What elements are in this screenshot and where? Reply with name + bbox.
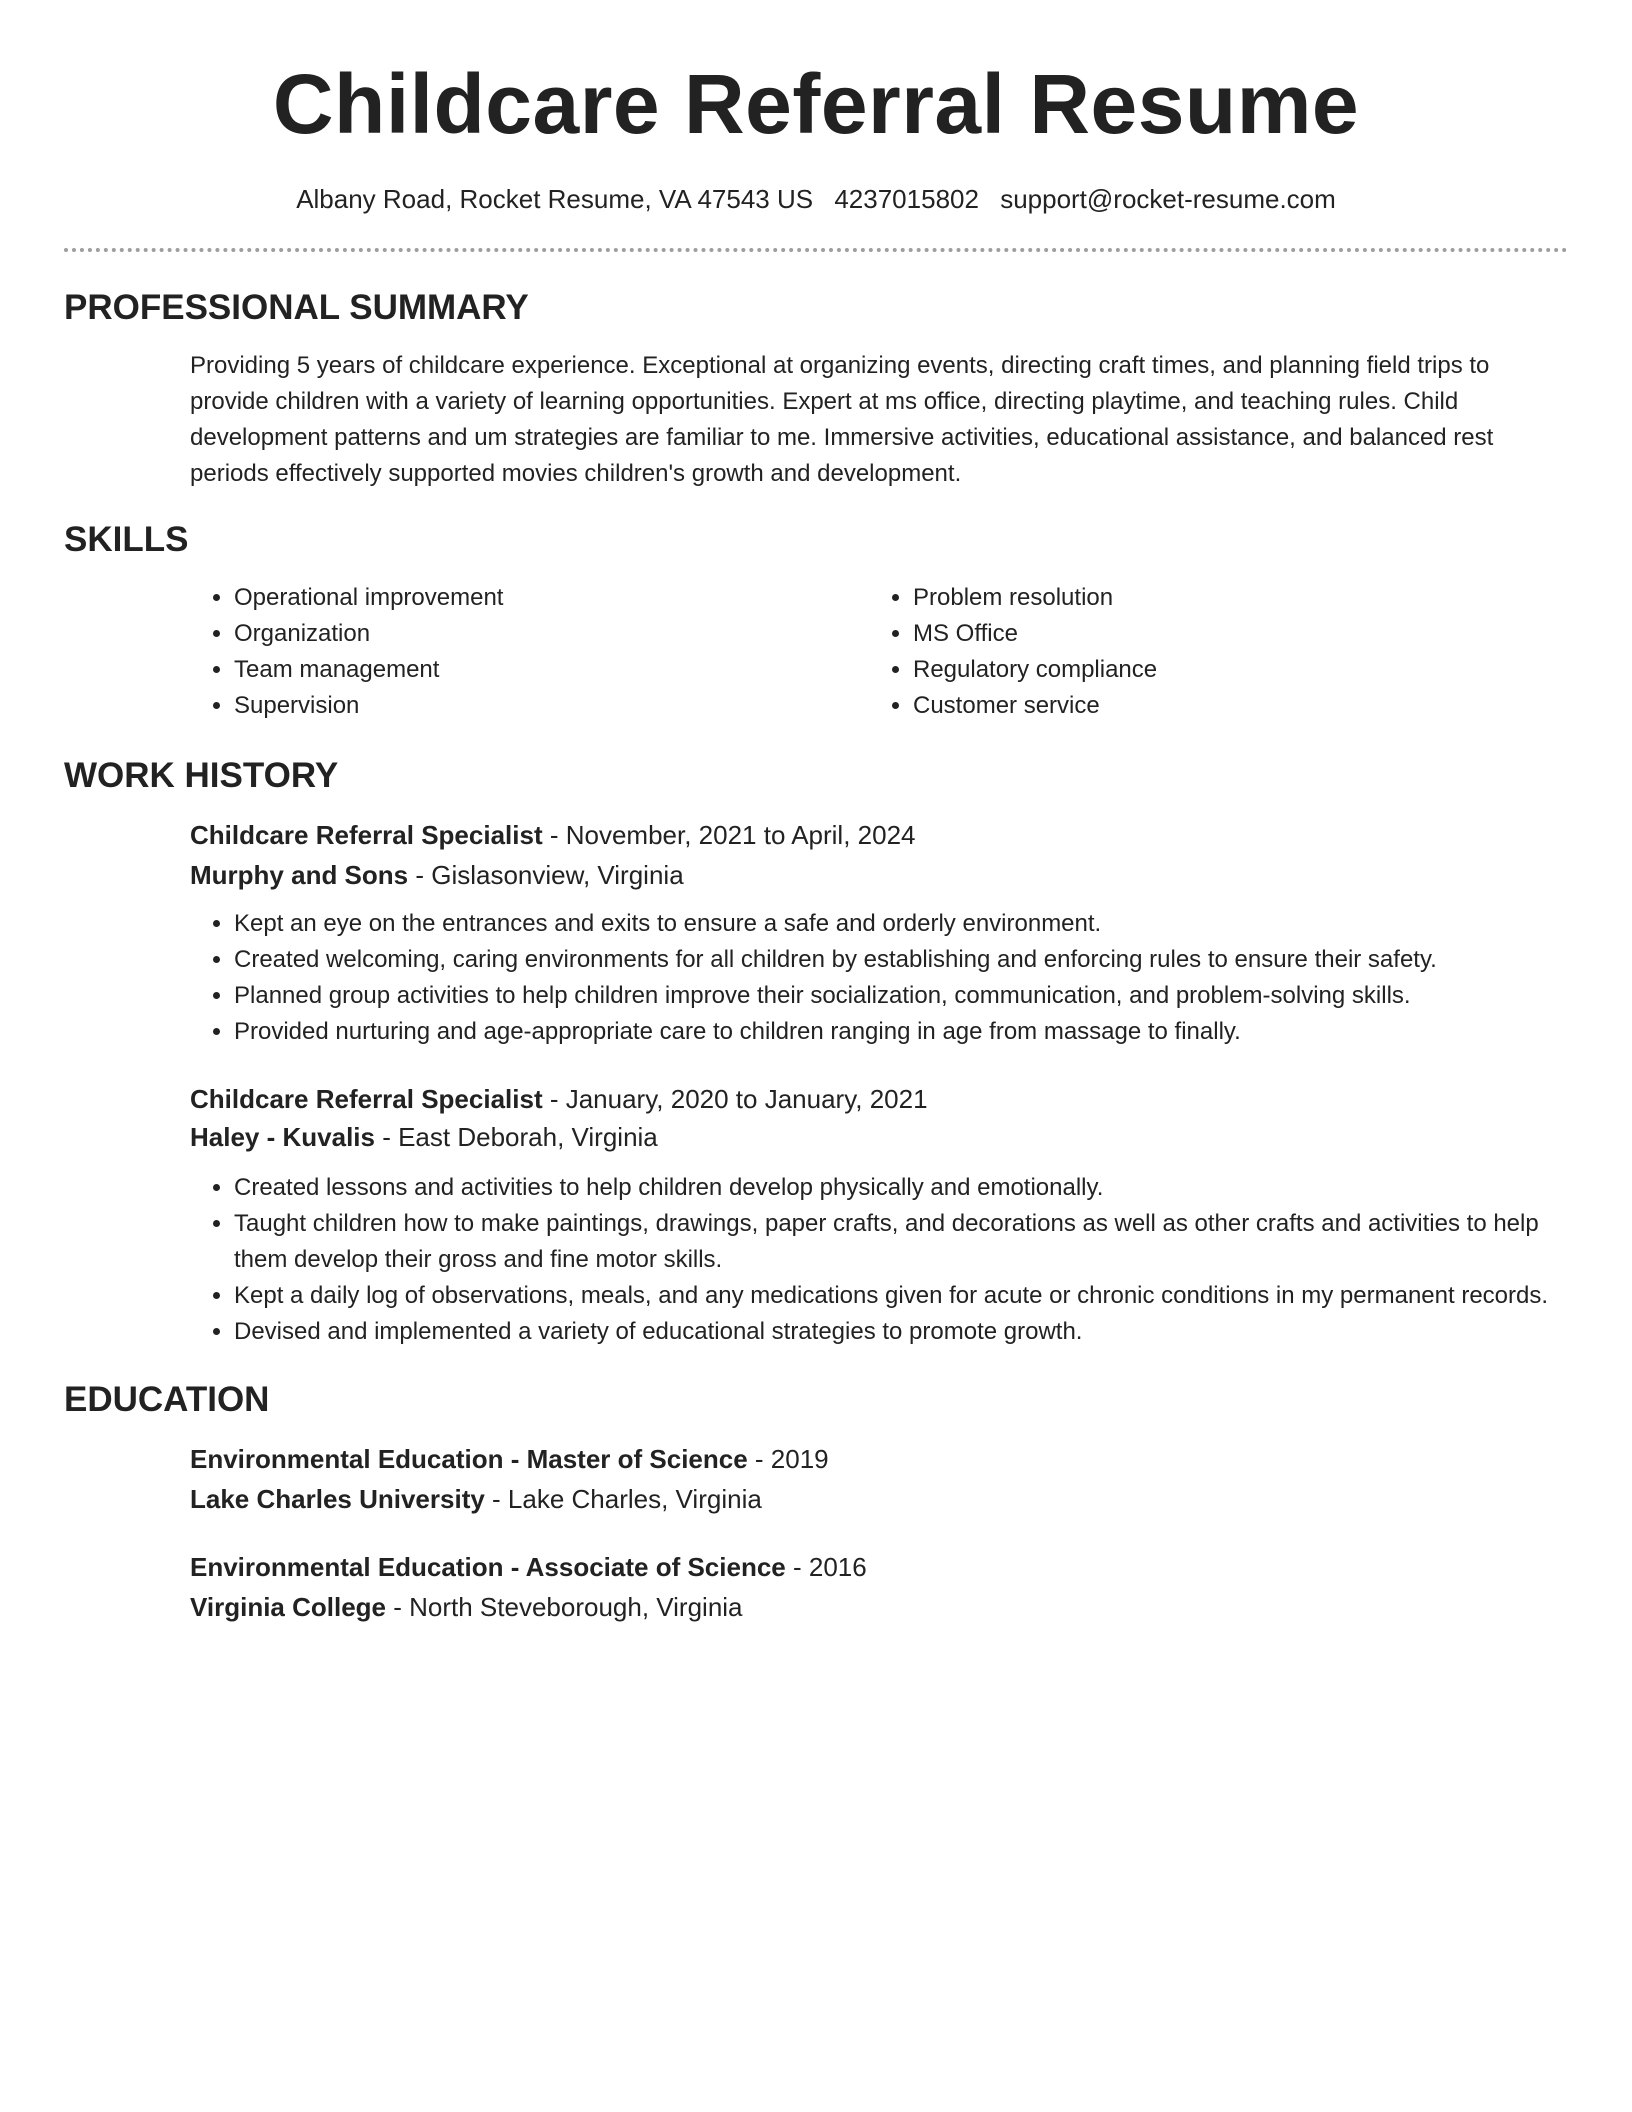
school-location: - North Steveborough, Virginia <box>386 1592 743 1622</box>
skill-item: • Supervision <box>234 688 869 724</box>
job-dates: - November, 2021 to April, 2024 <box>542 820 916 850</box>
header-divider <box>64 248 1568 252</box>
school-line <box>190 1588 1568 1626</box>
contact-address: Albany Road, Rocket Resume, VA 47543 US <box>296 184 814 214</box>
skill-item: • Team management <box>234 652 869 688</box>
job-role: Childcare Referral Specialist <box>190 820 543 850</box>
degree-name: Environmental Education - Associate of Science <box>190 1552 786 1582</box>
resume-page <box>64 0 1568 1626</box>
school-name: Lake Charles University <box>190 1484 485 1514</box>
skills-list-left <box>190 580 869 724</box>
degree-line <box>190 1440 1568 1478</box>
skills-section <box>64 518 1568 724</box>
degree-name: Environmental Education - Master of Science <box>190 1444 748 1474</box>
contact-email: support@rocket-resume.com <box>1000 184 1336 214</box>
school-location: - Lake Charles, Virginia <box>484 1484 762 1514</box>
job-dates: - January, 2020 to January, 2021 <box>542 1084 928 1114</box>
skill-item: • Regulatory compliance <box>913 652 1548 688</box>
job-company: Murphy and Sons <box>190 860 409 890</box>
job-duty: • Created welcoming, caring environments for all children by establishing and enforcing rules to ensure their safety. <box>234 942 1568 978</box>
skill-item: • Organization <box>234 616 869 652</box>
degree-year: - 2019 <box>747 1444 829 1474</box>
job-location: - East Deborah, Virginia <box>374 1122 658 1152</box>
education-heading: EDUCATION <box>64 1380 270 1419</box>
work-history-section <box>64 754 1568 1350</box>
summary-heading: PROFESSIONAL SUMMARY <box>64 288 529 327</box>
job-entry <box>190 816 1568 1050</box>
job-duty: • Kept a daily log of observations, meals, and any medications given for acute or chronic conditions in my permanent records. <box>234 1278 1568 1314</box>
job-duty: • Devised and implemented a variety of educational strategies to promote growth. <box>234 1314 1568 1350</box>
education-entry <box>190 1548 1568 1626</box>
job-company: Haley - Kuvalis <box>190 1122 375 1152</box>
job-duty: • Taught children how to make paintings, drawings, paper crafts, and decorations as well as other crafts and activities to help them develop their gross and fine motor skills. <box>234 1206 1568 1278</box>
job-duty: • Provided nurturing and age-appropriate care to children ranging in age from massage to finally. <box>234 1014 1568 1050</box>
degree-line <box>190 1548 1568 1586</box>
job-duties <box>190 1170 1568 1350</box>
summary-text: Providing 5 years of childcare experience. Exceptional at organizing events, directing craft times, and planning field trips to provide children with a variety of learning opportunities. Expert at ms office, directing playtime, and teaching rules. Child development patterns and um strategies are familiar to me. Immersive activities, educational assistance, and balanced rest periods effectively supported movies children's growth and development. <box>190 352 1494 487</box>
job-location: - Gislasonview, Virginia <box>408 860 684 890</box>
job-title-line <box>190 1080 1568 1118</box>
school-line <box>190 1480 1568 1518</box>
job-entry <box>190 1080 1568 1350</box>
work-history-heading: WORK HISTORY <box>64 756 339 795</box>
education-entry <box>190 1440 1568 1518</box>
job-company-line <box>190 1118 1568 1156</box>
job-title-line <box>190 816 1568 854</box>
degree-year: - 2016 <box>785 1552 867 1582</box>
job-role: Childcare Referral Specialist <box>190 1084 543 1114</box>
contact-line <box>64 182 1568 216</box>
job-duty: • Created lessons and activities to help children develop physically and emotionally. <box>234 1170 1568 1206</box>
school-name: Virginia College <box>190 1592 387 1622</box>
job-duties <box>190 906 1568 1050</box>
skills-columns <box>190 580 1568 724</box>
job-company-line <box>190 856 1568 894</box>
skills-list-right <box>869 580 1548 724</box>
skills-heading: SKILLS <box>64 520 189 559</box>
contact-phone: 4237015802 <box>834 184 979 214</box>
skill-item: • Operational improvement <box>234 580 869 616</box>
summary-section <box>64 286 1568 492</box>
education-section <box>64 1378 1568 1626</box>
job-duty: • Planned group activities to help children improve their socialization, communication, and problem-solving skills. <box>234 978 1568 1014</box>
skill-item: • Problem resolution <box>913 580 1548 616</box>
job-duty: • Kept an eye on the entrances and exits to ensure a safe and orderly environment. <box>234 906 1568 942</box>
skill-item: • Customer service <box>913 688 1548 724</box>
skill-item: • MS Office <box>913 616 1548 652</box>
resume-title: Childcare Referral Resume <box>272 57 1360 151</box>
